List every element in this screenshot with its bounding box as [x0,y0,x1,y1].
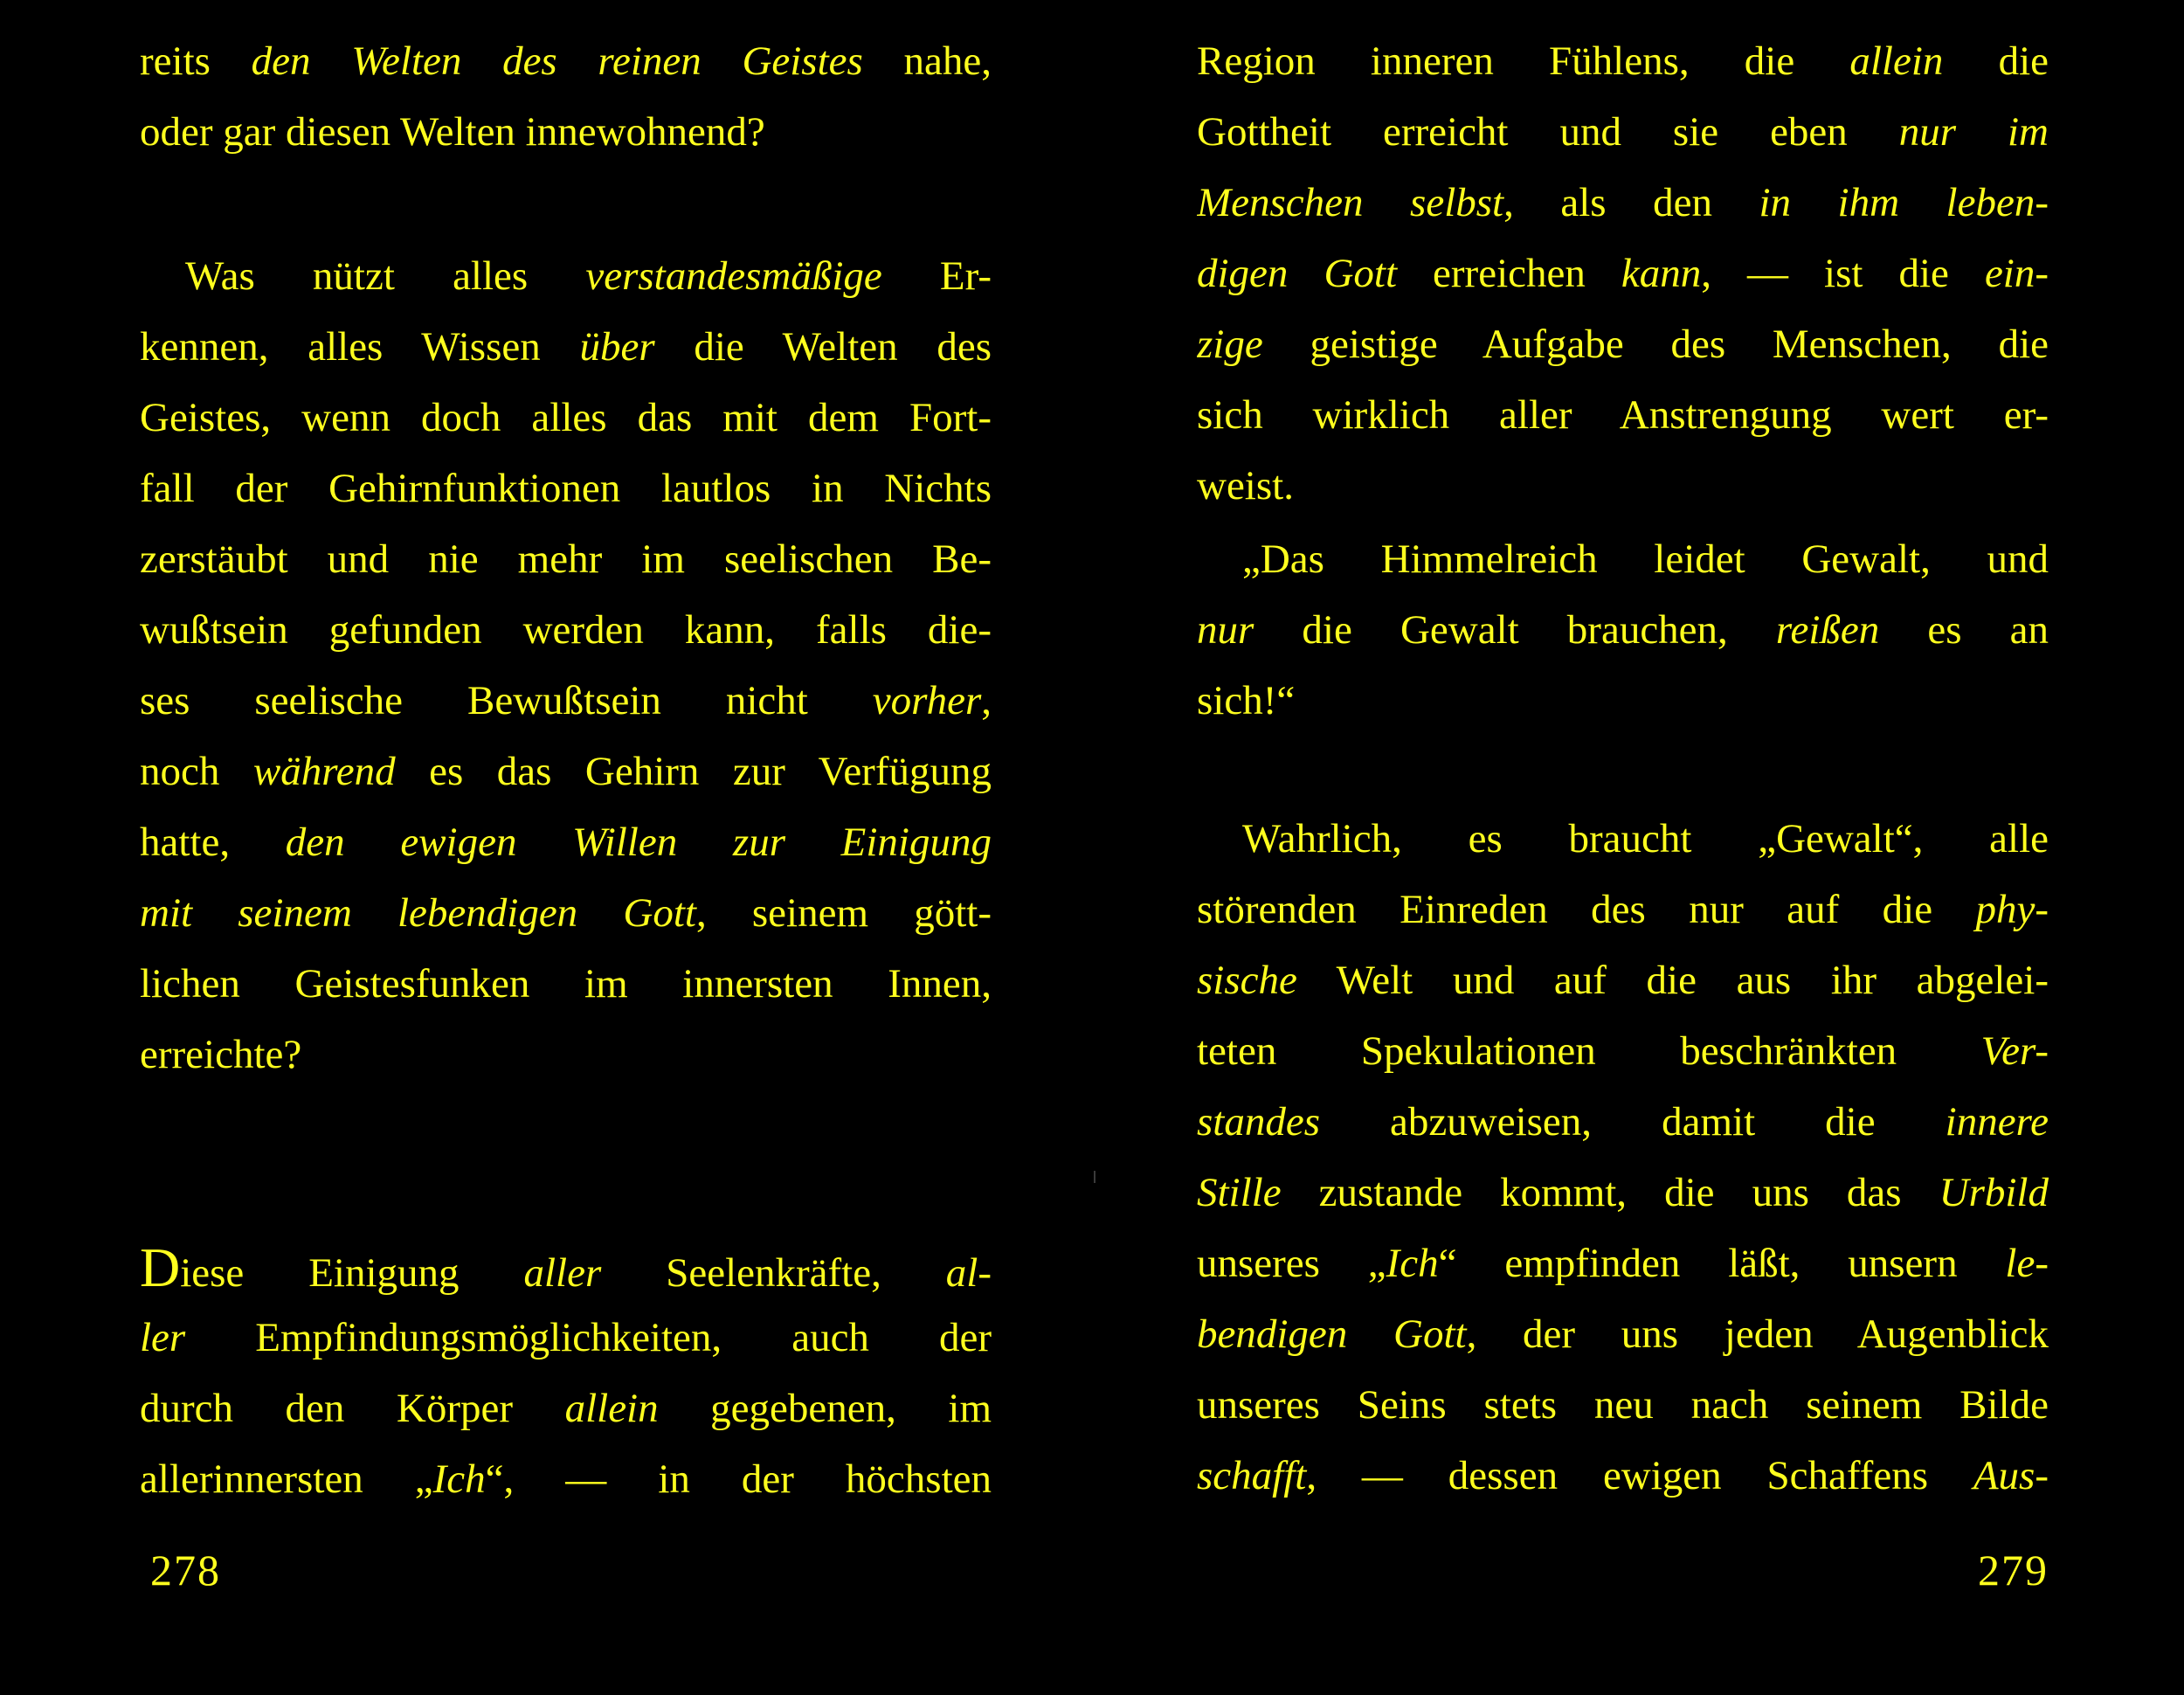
text-segment: wußtsein gefunden werden kann, falls die- [140,607,992,653]
page-number-right: 279 [1978,1546,2049,1595]
text-segment: Wahrlich, es braucht „Gewalt“, alle [1242,816,2049,861]
text-segment: abzuweisen, damit die [1320,1099,1946,1145]
text-segment: störenden Einreden des nur auf die [1197,887,1976,932]
text-segment: geistige Aufgabe des Menschen, die [1262,322,2049,367]
text-segment: , — dessen ewigen Schaffens [1306,1453,1973,1498]
text-segment: Ver- [1980,1028,2049,1074]
text-line [140,1232,992,1303]
text-segment: allein [1849,38,1944,84]
text-line [1197,1228,2049,1299]
text-segment: , [981,678,992,723]
text-segment: kann [1621,251,1702,296]
gutter-mark [1094,1171,1095,1183]
text-segment: durch den Körper [140,1386,565,1431]
text-line [140,1373,992,1444]
right-paragraph-3 [1197,804,2049,1512]
text-segment: , — ist die [1701,251,1985,296]
text-segment: es an [1879,607,2049,653]
text-segment: die Gewalt brauchen, [1254,607,1776,653]
text-line [140,453,992,524]
text-line [140,878,992,949]
text-segment: Ich [1386,1241,1439,1286]
text-segment: nahe, [862,38,992,84]
text-segment: allein [564,1386,659,1431]
text-segment: Stille [1197,1170,1282,1215]
text-segment: vorher [872,678,982,723]
text-line [140,524,992,595]
text-line [1197,524,2049,595]
text-line [140,26,992,97]
text-segment: le- [2005,1241,2049,1286]
text-segment: Geistes, wenn doch alles das mit dem Fort- [140,395,992,440]
text-line [1197,945,2049,1016]
text-segment: sich!“ [1197,678,1296,723]
text-segment: ses seelische Bewußtsein nicht [140,678,873,723]
text-line [140,97,992,168]
text-segment: Ich [432,1456,486,1502]
text-segment: , als den [1503,180,1759,225]
text-line [1197,451,2049,522]
text-segment: Region inneren Fühlens, die [1197,38,1850,84]
text-line [1197,1441,2049,1512]
text-segment: al- [945,1250,992,1296]
text-line [1197,97,2049,168]
left-paragraph-3 [140,1232,992,1515]
text-segment: sich wirklich aller Anstrengung wert er- [1197,392,2049,438]
text-segment: phy- [1975,887,2049,932]
text-segment: Aus- [1973,1453,2049,1498]
text-segment: allerinnersten „ [140,1456,433,1502]
text-segment: innere [1945,1099,2049,1145]
text-line [1197,1016,2049,1087]
text-segment: die [1943,38,2049,84]
text-segment: erreichte? [140,1032,302,1077]
text-segment: “, — in der höchsten [485,1456,992,1502]
text-segment: über [579,324,655,370]
text-segment: zige [1197,322,1263,367]
text-segment: den Welten des reinen Geistes [251,38,863,84]
text-segment: schafft [1197,1453,1307,1498]
text-line [140,595,992,666]
text-segment: unseres „ [1197,1241,1386,1286]
text-segment: nur im [1898,109,2049,155]
text-segment: während [252,749,396,794]
text-segment: erreichen [1397,251,1621,296]
text-segment: kennen, alles Wissen [140,324,580,370]
text-segment: oder gar diesen Welten innewohnend? [140,109,765,155]
text-line [140,241,992,312]
text-segment: , der uns jeden Augenblick [1466,1311,2049,1357]
text-segment: standes [1197,1099,1320,1145]
text-line [1197,804,2049,875]
text-segment: Welt und auf die aus ihr abgelei- [1296,958,2049,1003]
text-segment: Menschen selbst [1197,180,1504,225]
text-line [1197,1087,2049,1158]
text-segment: Seelenkräfte, [601,1250,946,1296]
text-line [140,1020,992,1090]
text-segment: in ihm leben- [1759,180,2049,225]
left-paragraph-2 [140,241,992,1090]
text-segment: weist. [1197,463,1294,508]
text-segment: , seinem gött- [695,890,992,936]
text-line [140,737,992,807]
text-segment: D [140,1236,181,1298]
text-line [140,312,992,383]
page-number-left: 278 [150,1546,221,1595]
text-line [1197,380,2049,451]
text-line [140,666,992,737]
text-segment: fall der Gehirnfunktionen lautlos in Nichts [140,466,992,511]
text-segment: den ewigen Willen zur Einigung [285,820,992,865]
text-segment: digen Gott [1197,251,1398,296]
text-line [1197,1370,2049,1441]
text-line [1197,26,2049,97]
text-segment: mit seinem lebendigen Gott [140,890,696,936]
text-segment: es das Gehirn zur Verfügung [395,749,992,794]
text-segment: lichen Geistesfunken im innersten Innen, [140,961,992,1007]
text-segment: iese Einigung [180,1250,524,1296]
text-segment: sische [1197,958,1297,1003]
text-line [140,1444,992,1515]
text-segment: reits [140,38,252,84]
text-segment: reißen [1775,607,1880,653]
text-segment: zerstäubt und nie mehr im seelischen Be- [140,536,992,582]
text-line [140,807,992,878]
text-line [1197,1158,2049,1228]
text-segment: ler [140,1315,186,1360]
text-segment: bendigen Gott [1197,1311,1467,1357]
text-line [1197,239,2049,309]
text-segment: nur [1197,607,1254,653]
text-line [140,949,992,1020]
left-page [140,0,992,1695]
right-paragraph-1 [1197,26,2049,522]
text-segment: noch [140,749,253,794]
text-line [1197,595,2049,666]
left-paragraph-1 [140,26,992,168]
text-segment: Was nützt alles [185,253,586,299]
text-line [1197,309,2049,380]
text-segment: teten Spekulationen beschränkten [1197,1028,1981,1074]
text-line [1197,1299,2049,1370]
text-line [140,383,992,453]
text-segment: „Das Himmelreich leidet Gewalt, und [1242,536,2049,582]
text-segment: aller [523,1250,602,1296]
text-segment: “ empfinden läßt, unsern [1438,1241,2006,1286]
text-segment: Gottheit erreicht und sie eben [1197,109,1899,155]
right-page [1197,0,2049,1695]
text-segment: Er- [881,253,992,299]
text-line [140,1303,992,1373]
text-line [1197,168,2049,239]
text-segment: zustande kommt, die uns das [1281,1170,1939,1215]
right-paragraph-2 [1197,524,2049,737]
text-segment: die Welten des [654,324,992,370]
text-segment: hatte, [140,820,286,865]
text-segment: Urbild [1939,1170,2049,1215]
text-segment: verstandesmäßige [585,253,882,299]
text-line [1197,875,2049,945]
text-line [1197,666,2049,737]
text-segment: ein- [1984,251,2049,296]
text-segment: gegebenen, im [658,1386,992,1431]
text-segment: Empfindungsmöglichkeiten, auch der [185,1315,992,1360]
text-segment: unseres Seins stets neu nach seinem Bilde [1197,1382,2049,1428]
